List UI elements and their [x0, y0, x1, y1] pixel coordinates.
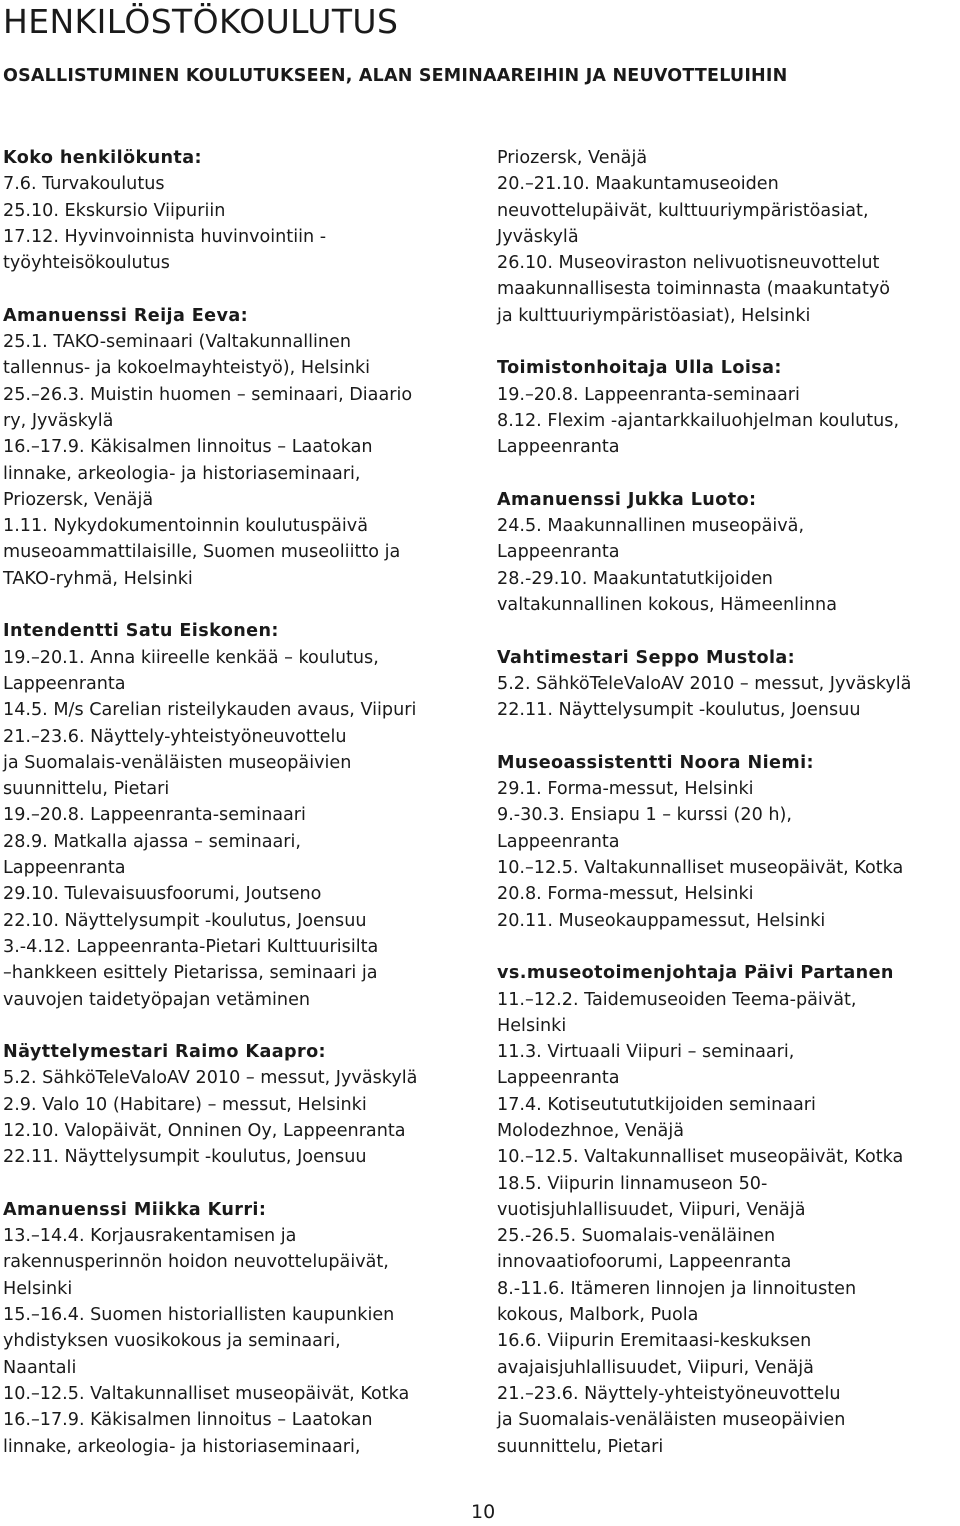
- event-line: Lappeenranta: [3, 673, 126, 694]
- event-line: rakennusperinnön hoidon neuvottelupäivät,: [3, 1252, 389, 1273]
- event-line: ry, Jyväskylä: [3, 410, 114, 431]
- event-line: 22.10. Näyttelysumpit -koulutus, Joensuu: [3, 910, 367, 931]
- event-line: 24.5. Maakunnallinen museopäivä,: [497, 516, 805, 537]
- left-column: [3, 145, 478, 1460]
- person-section: [497, 750, 957, 934]
- event-line: 18.5. Viipurin linnamuseon 50-: [497, 1173, 768, 1194]
- event-line: 10.–12.5. Valtakunnalliset museopäivät, Kotka: [497, 1147, 904, 1168]
- person-heading: Vahtimestari Seppo Mustola:: [497, 647, 796, 668]
- event-line: 28.-29.10. Maakuntatutkijoiden: [497, 568, 773, 589]
- event-line: ja kulttuuriympäristöasiat), Helsinki: [497, 305, 811, 326]
- person-heading: vs.museotoimenjohtaja Päivi Partanen: [497, 963, 894, 984]
- event-line: vuotisjuhlallisuudet, Viipuri, Venäjä: [497, 1199, 806, 1220]
- event-line: suunnittelu, Pietari: [497, 1436, 664, 1457]
- event-line: 25.–26.3. Muistin huomen – seminaari, Diaario: [3, 384, 413, 405]
- person-section: [3, 303, 478, 592]
- event-line: Priozersk, Venäjä: [497, 148, 648, 168]
- event-line: tallennus- ja kokoelmayhteistyö), Helsinki: [3, 358, 371, 379]
- event-line: valtakunnallinen kokous, Hämeenlinna: [497, 595, 837, 616]
- event-line: linnake, arkeologia- ja historiaseminaari,: [3, 1436, 361, 1457]
- person-section: [497, 960, 957, 1460]
- person-heading: Museoassistentti Noora Niemi:: [497, 752, 814, 773]
- event-line: ja Suomalais-venäläisten museopäivien: [3, 752, 352, 773]
- event-line: 22.11. Näyttelysumpit -koulutus, Joensuu: [497, 700, 861, 721]
- event-line: Jyväskylä: [497, 226, 579, 247]
- event-line: 3.-4.12. Lappeenranta-Pietari Kulttuurisilta: [3, 936, 379, 957]
- event-line: 17.12. Hyvinvoinnista huvinvointiin -: [3, 226, 327, 247]
- event-line: 14.5. M/s Carelian risteilykauden avaus, Viipuri: [3, 700, 417, 721]
- event-line: Lappeenranta: [497, 1068, 620, 1089]
- person-section: [497, 145, 957, 329]
- event-line: Lappeenranta: [497, 831, 620, 852]
- page-title: HENKILÖSTÖKOULUTUS: [3, 2, 399, 41]
- person-heading: Intendentti Satu Eiskonen:: [3, 621, 279, 642]
- event-line: 12.10. Valopäivät, Onninen Oy, Lappeenranta: [3, 1120, 406, 1141]
- event-line: 25.1. TAKO-seminaari (Valtakunnallinen: [3, 332, 352, 353]
- event-line: 20.11. Museokauppamessut, Helsinki: [497, 910, 826, 931]
- event-line: museoammattilaisille, Suomen museoliitto ja: [3, 542, 401, 563]
- event-line: 11.3. Virtuaali Viipuri – seminaari,: [497, 1042, 795, 1063]
- event-line: suunnittelu, Pietari: [3, 779, 170, 800]
- event-line: 29.10. Tulevaisuusfoorumi, Joutseno: [3, 884, 322, 905]
- event-line: 26.10. Museoviraston nelivuotisneuvottelut: [497, 253, 880, 274]
- event-line: Priozersk, Venäjä: [3, 489, 154, 510]
- event-line: 16.6. Viipurin Eremitaasi-keskuksen: [497, 1331, 812, 1352]
- event-line: maakunnallisesta toiminnasta (maakuntatyö: [497, 279, 891, 300]
- event-line: ja Suomalais-venäläisten museopäivien: [497, 1410, 846, 1431]
- event-line: Helsinki: [497, 1015, 567, 1036]
- person-section: [3, 1039, 478, 1170]
- event-line: kokous, Malbork, Puola: [497, 1305, 699, 1326]
- event-line: 16.–17.9. Käkisalmen linnoitus – Laatokan: [3, 1410, 373, 1431]
- event-line: 25.10. Ekskursio Viipuriin: [3, 200, 226, 221]
- person-heading: Toimistonhoitaja Ulla Loisa:: [497, 358, 782, 379]
- event-line: 21.–23.6. Näyttely-yhteistyöneuvottelu: [497, 1383, 841, 1404]
- person-section: [497, 487, 957, 618]
- event-line: Lappeenranta: [3, 858, 126, 879]
- event-line: TAKO-ryhmä, Helsinki: [3, 568, 193, 589]
- event-line: 1.11. Nykydokumentoinnin koulutuspäivä: [3, 516, 368, 537]
- event-line: vauvojen taidetyöpajan vetäminen: [3, 989, 311, 1010]
- event-line: 28.9. Matkalla ajassa – seminaari,: [3, 831, 302, 852]
- event-line: Lappeenranta: [497, 542, 620, 563]
- event-line: 10.–12.5. Valtakunnalliset museopäivät, Kotka: [497, 858, 904, 879]
- event-line: 16.–17.9. Käkisalmen linnoitus – Laatokan: [3, 437, 373, 458]
- event-line: 10.–12.5. Valtakunnalliset museopäivät, Kotka: [3, 1383, 410, 1404]
- right-column: [497, 145, 957, 1460]
- person-section: [3, 145, 478, 276]
- person-heading: Amanuenssi Reija Eeva:: [3, 305, 249, 326]
- person-heading: Amanuenssi Jukka Luoto:: [497, 489, 757, 510]
- event-line: avajaisjuhlallisuudet, Viipuri, Venäjä: [497, 1357, 814, 1378]
- event-line: 22.11. Näyttelysumpit -koulutus, Joensuu: [3, 1147, 367, 1168]
- person-heading: Näyttelymestari Raimo Kaapro:: [3, 1042, 326, 1063]
- event-line: Naantali: [3, 1357, 77, 1378]
- event-line: 7.6. Turvakoulutus: [3, 174, 165, 195]
- event-line: yhdistyksen vuosikokous ja seminaari,: [3, 1331, 341, 1352]
- event-line: 8.12. Flexim -ajantarkkailuohjelman koulutus,: [497, 410, 900, 431]
- event-line: 19.–20.8. Lappeenranta-seminaari: [3, 805, 306, 826]
- person-section: [3, 618, 478, 1012]
- event-line: 17.4. Kotiseutututkijoiden seminaari: [497, 1094, 816, 1115]
- person-heading: Amanuenssi Miikka Kurri:: [3, 1199, 267, 1220]
- person-heading: Koko henkilökunta:: [3, 148, 202, 168]
- person-section: [497, 355, 957, 460]
- event-line: 2.9. Valo 10 (Habitare) – messut, Helsinki: [3, 1094, 367, 1115]
- event-line: 8.-11.6. Itämeren linnojen ja linnoitusten: [497, 1278, 857, 1299]
- event-line: Lappeenranta: [497, 437, 620, 458]
- event-line: 21.–23.6. Näyttely-yhteistyöneuvottelu: [3, 726, 347, 747]
- event-line: 25.-26.5. Suomalais-venäläinen: [497, 1226, 776, 1247]
- event-line: –hankkeen esittely Pietarissa, seminaari ja: [3, 963, 378, 984]
- event-line: 11.–12.2. Taidemuseoiden Teema-päivät,: [497, 989, 857, 1010]
- event-line: 13.–14.4. Korjausrakentamisen ja: [3, 1226, 297, 1247]
- event-line: 5.2. SähköTeleValoAV 2010 – messut, Jyväskylä: [3, 1068, 418, 1089]
- event-line: 5.2. SähköTeleValoAV 2010 – messut, Jyväskylä: [497, 673, 912, 694]
- event-line: työyhteisökoulutus: [3, 253, 170, 274]
- event-line: 19.–20.8. Lappeenranta-seminaari: [497, 384, 800, 405]
- event-line: 15.–16.4. Suomen historiallisten kaupunkien: [3, 1305, 395, 1326]
- event-line: 9.-30.3. Ensiapu 1 – kurssi (20 h),: [497, 805, 792, 826]
- event-line: neuvottelupäivät, kulttuuriympäristöasiat,: [497, 200, 869, 221]
- event-line: 20.8. Forma-messut, Helsinki: [497, 884, 754, 905]
- person-section: [497, 645, 957, 724]
- event-line: Molodezhnoe, Venäjä: [497, 1120, 684, 1141]
- person-section: [3, 1197, 478, 1460]
- event-line: Helsinki: [3, 1278, 73, 1299]
- event-line: 20.–21.10. Maakuntamuseoiden: [497, 174, 779, 195]
- event-line: 29.1. Forma-messut, Helsinki: [497, 779, 754, 800]
- page-number: 10: [471, 1501, 496, 1523]
- event-line: linnake, arkeologia- ja historiaseminaari,: [3, 463, 361, 484]
- page-subtitle: OSALLISTUMINEN KOULUTUKSEEN, ALAN SEMINAAREIHIN JA NEUVOTTELUIHIN: [3, 66, 788, 86]
- event-line: innovaatiofoorumi, Lappeenranta: [497, 1252, 792, 1273]
- event-line: 19.–20.1. Anna kiireelle kenkää – koulutus,: [3, 647, 379, 668]
